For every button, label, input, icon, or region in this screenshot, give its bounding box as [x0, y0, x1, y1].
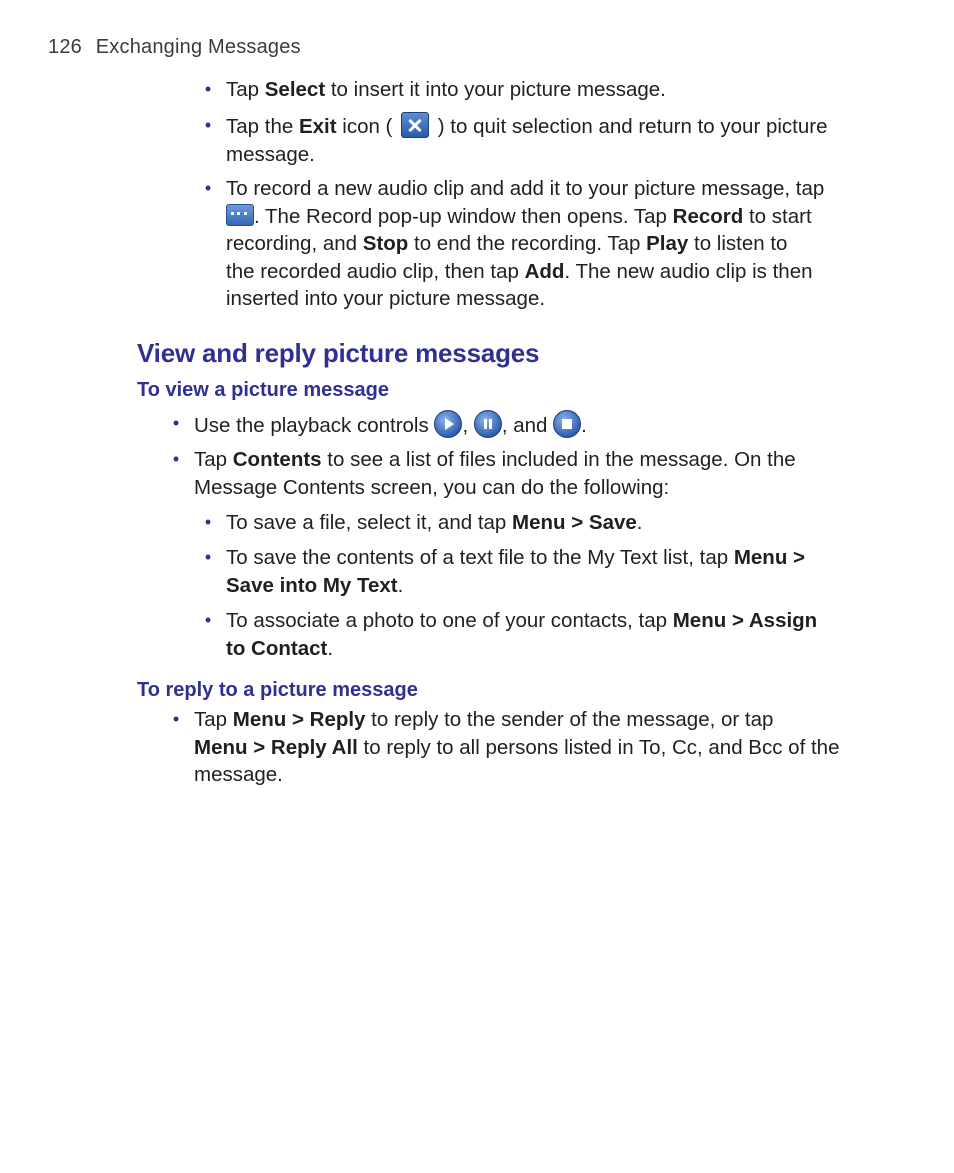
ui-term: Exit — [298, 115, 337, 138]
text: Message Contents screen, you can do the following: — [194, 475, 670, 499]
text: to insert it into your picture message. — [325, 78, 666, 101]
bullet-dot: • — [172, 709, 180, 729]
text: to reply to the sender of the message, or tap — [365, 708, 774, 731]
ui-term: Menu > Reply — [232, 708, 366, 731]
section-heading: View and reply picture messages — [137, 338, 540, 368]
text: , and — [501, 414, 554, 437]
text: to start — [743, 204, 812, 228]
close-x-icon — [401, 112, 429, 138]
page-number: 126 — [48, 36, 82, 58]
text: . — [327, 636, 334, 660]
list-item — [204, 175, 876, 313]
bullet-dot: • — [172, 449, 180, 469]
list-item — [172, 446, 884, 501]
bullet-dot: • — [172, 413, 180, 433]
ui-term: Menu > Save — [512, 511, 637, 534]
pause-icon — [474, 410, 502, 438]
audio-record-icon — [226, 204, 254, 226]
page-header — [48, 36, 301, 59]
text: To associate a photo to one of your contacts, tap — [226, 609, 673, 632]
text: to end the recording. Tap — [408, 232, 647, 255]
list-item — [172, 410, 884, 440]
text: message. — [226, 142, 315, 166]
list-item — [204, 544, 876, 599]
ui-term: Play — [646, 232, 689, 255]
text: Use the playback controls — [194, 414, 435, 437]
text: Tap the — [226, 115, 299, 138]
ui-term: Menu > Reply All — [194, 735, 358, 759]
play-icon — [434, 410, 462, 438]
ui-term: Contents — [232, 448, 322, 471]
chapter-title: Exchanging Messages — [95, 36, 301, 58]
ui-term: Record — [672, 204, 744, 228]
text: . — [636, 511, 643, 534]
text: Tap — [226, 78, 265, 101]
list-item — [204, 509, 876, 537]
bullet-dot: • — [204, 547, 212, 567]
text: to reply to all persons listed in To, Cc, and Bcc of the — [357, 735, 840, 759]
text: . The new audio clip is then — [564, 259, 813, 283]
ui-term: Add — [524, 259, 565, 283]
text: . — [581, 414, 587, 437]
bullet-dot: • — [204, 512, 212, 532]
ui-term: Select — [264, 78, 326, 101]
subsection-heading-reply: To reply to a picture message — [137, 679, 418, 701]
text: To save a file, select it, and tap — [226, 511, 513, 534]
bullet-dot: • — [204, 115, 212, 135]
ui-term: Stop — [362, 232, 409, 255]
text: Tap — [194, 448, 233, 471]
list-item — [172, 706, 884, 789]
text: inserted into your picture message. — [226, 287, 546, 310]
text: the recorded audio clip, then tap — [226, 259, 525, 283]
bullet-dot: • — [204, 79, 212, 99]
text: icon ( — [336, 115, 399, 138]
list-item — [204, 112, 876, 168]
bullet-dot: • — [204, 610, 212, 630]
text: , — [462, 414, 474, 437]
text: ) to quit selection and return to your picture — [432, 115, 828, 138]
text: message. — [194, 763, 283, 786]
ui-term: Save into My Text — [226, 573, 398, 597]
bullet-dot: • — [204, 178, 212, 198]
text: . The Record pop-up window then opens. Tap — [254, 204, 673, 228]
ui-term: to Contact — [226, 636, 328, 660]
text: Tap — [194, 708, 233, 731]
text: to listen to — [688, 232, 788, 255]
list-item — [204, 607, 876, 662]
ui-term: Menu > Assign — [672, 609, 818, 632]
text: . — [397, 573, 404, 597]
text: To save the contents of a text file to the My Text list, tap — [226, 546, 734, 569]
subsection-heading-view: To view a picture message — [137, 379, 389, 401]
text: to see a list of files included in the message. On the — [321, 448, 796, 471]
list-item — [204, 76, 866, 104]
text: recording, and — [226, 232, 363, 255]
ui-term: Menu > — [733, 546, 806, 569]
text: To record a new audio clip and add it to your picture message, tap — [226, 177, 825, 200]
stop-icon — [553, 410, 581, 438]
